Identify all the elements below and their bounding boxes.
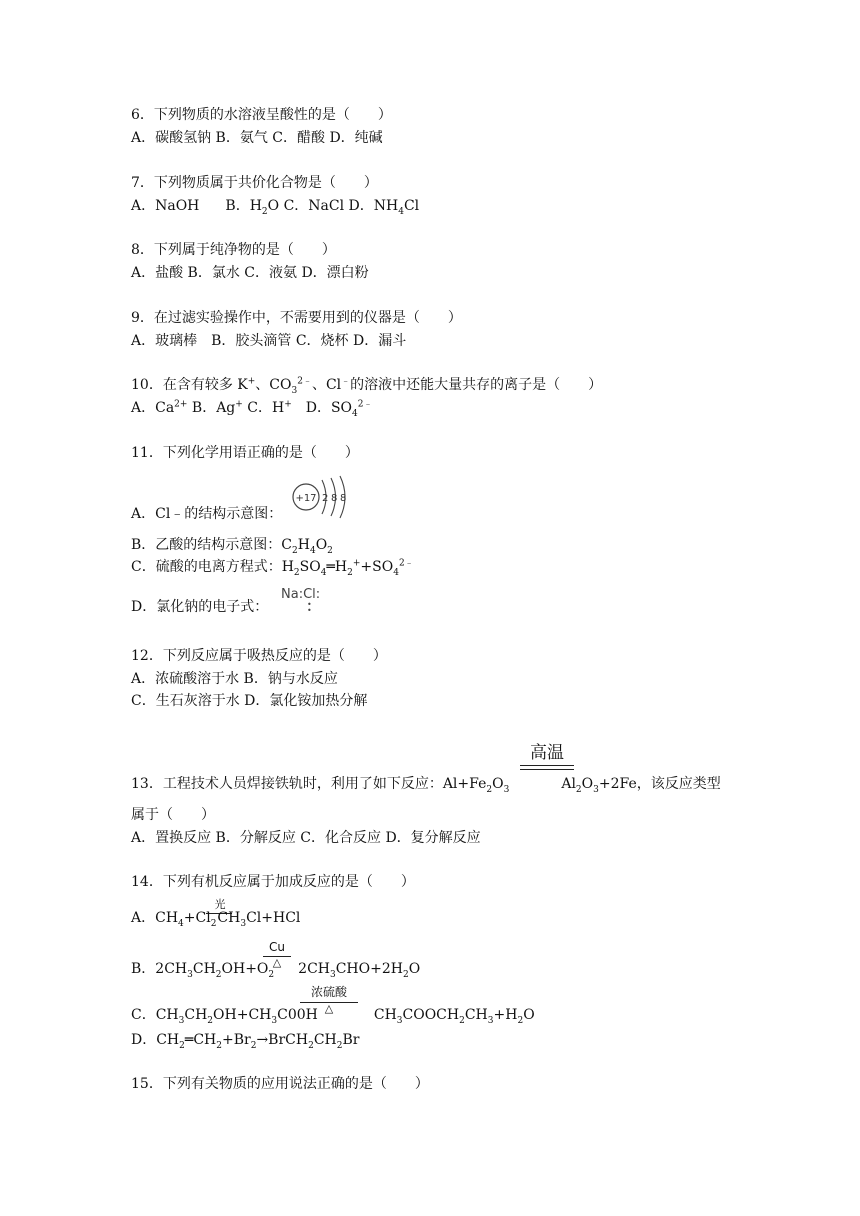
q11-option-d: D．氯化钠的电子式： bbox=[131, 599, 269, 615]
q14-stem: 14．下列有机反应属于加成反应的是（ ） bbox=[131, 874, 415, 890]
high-temperature-condition: 高温 bbox=[530, 743, 564, 763]
q6-options: A．碳酸氢钠 B．氨气 C．醋酸 D．纯碱 bbox=[131, 130, 383, 146]
q15-stem: 15．下列有关物质的应用说法正确的是（ ） bbox=[131, 1076, 429, 1092]
shell-2-count: 8 bbox=[331, 493, 338, 504]
q7-stem: 7．下列物质属于共价化合物是（ ） bbox=[131, 175, 378, 191]
q9-options: A．玻璃棒 B．胶头滴管 C．烧杯 D．漏斗 bbox=[131, 333, 407, 349]
q13-options: A．置换反应 B．分解反应 C．化合反应 D．复分解反应 bbox=[131, 830, 481, 846]
q12-stem: 12．下列反应属于吸热反应的是（ ） bbox=[131, 648, 387, 664]
q12-options-line2: C．生石灰溶于水 D．氯化铵加热分解 bbox=[131, 693, 368, 709]
q12-options-line1: A．浓硫酸溶于水 B．钠与水反应 bbox=[131, 671, 338, 687]
q8-options: A．盐酸 B．氯水 C．液氨 D．漂白粉 bbox=[131, 265, 369, 281]
q11-option-b: B．乙酸的结构示意图：$C_2H_4O_2$ bbox=[131, 537, 333, 556]
chloride-ion-structure-diagram bbox=[289, 474, 353, 520]
copper-catalyst-condition: Cu bbox=[269, 940, 285, 954]
q7-options: A．NaOH B．$H_2O$ C．NaCl D．$NH_4Cl$ bbox=[131, 198, 420, 217]
q14-option-d: D．$CH_2═CH_2+Br_2\to BrCH_2CH_2Br$ bbox=[131, 1032, 360, 1051]
heating-condition-b: △ bbox=[272, 956, 282, 969]
q11-option-c: C．硫酸的电离方程式：$H_2SO_4═H_2^++SO_4^{2﹣}$ bbox=[131, 558, 414, 578]
q6-stem: 6．下列物质的水溶液呈酸性的是（ ） bbox=[131, 107, 392, 123]
q11-stem: 11．下列化学用语正确的是（ ） bbox=[131, 445, 359, 461]
q13-stem-continued: 属于（ ） bbox=[131, 807, 215, 823]
q8-stem: 8．下列属于纯净物的是（ ） bbox=[131, 242, 336, 258]
concentrated-sulfuric-acid-condition: 浓硫酸 bbox=[310, 985, 347, 999]
q11-option-a: A．Cl﹣的结构示意图： bbox=[131, 506, 283, 522]
q10-stem: 10．在含有较多 K+、$CO_3^{2﹣}$、Cl﹣的溶液中还能大量共存的离子是（ ） bbox=[131, 376, 603, 396]
light-condition: 光 bbox=[214, 898, 226, 911]
nucleus-label: +17 bbox=[295, 493, 317, 504]
q14-option-c: C．$CH_3CH_2OH+CH_3C00H$ $CH_3COOCH_2CH_3+H_2O$ bbox=[131, 1007, 535, 1026]
shell-1-count: 2 bbox=[322, 493, 329, 504]
reaction-arrow-line-1 bbox=[520, 765, 574, 766]
q9-stem: 9．在过滤实验操作中，不需要用到的仪器是（ ） bbox=[131, 310, 462, 326]
heating-condition-c: △ bbox=[324, 1002, 334, 1015]
q14-option-b: B．$2CH_3CH_2OH+O_2$ $2CH_3CHO+2H_2O$ bbox=[131, 961, 421, 980]
reaction-arrow-line-2 bbox=[520, 769, 574, 770]
q13-stem: 13．工程技术人员焊接铁轨时，利用了如下反应：$Al+Fe_2O_3$ $Al_2O_3+2Fe$，该反应类型 bbox=[131, 776, 721, 795]
shell-3-count: 8 bbox=[340, 493, 347, 504]
q14-option-a: A．$CH_4+Cl_2CH_3Cl+HCl$ bbox=[131, 910, 301, 929]
sodium-chloride-electron-formula: Na:Cl: • • bbox=[281, 587, 321, 615]
q10-options: A．$Ca^{2+}$ B．Ag+ C．H+ D．$SO_4^{2﹣}$ bbox=[131, 399, 373, 419]
